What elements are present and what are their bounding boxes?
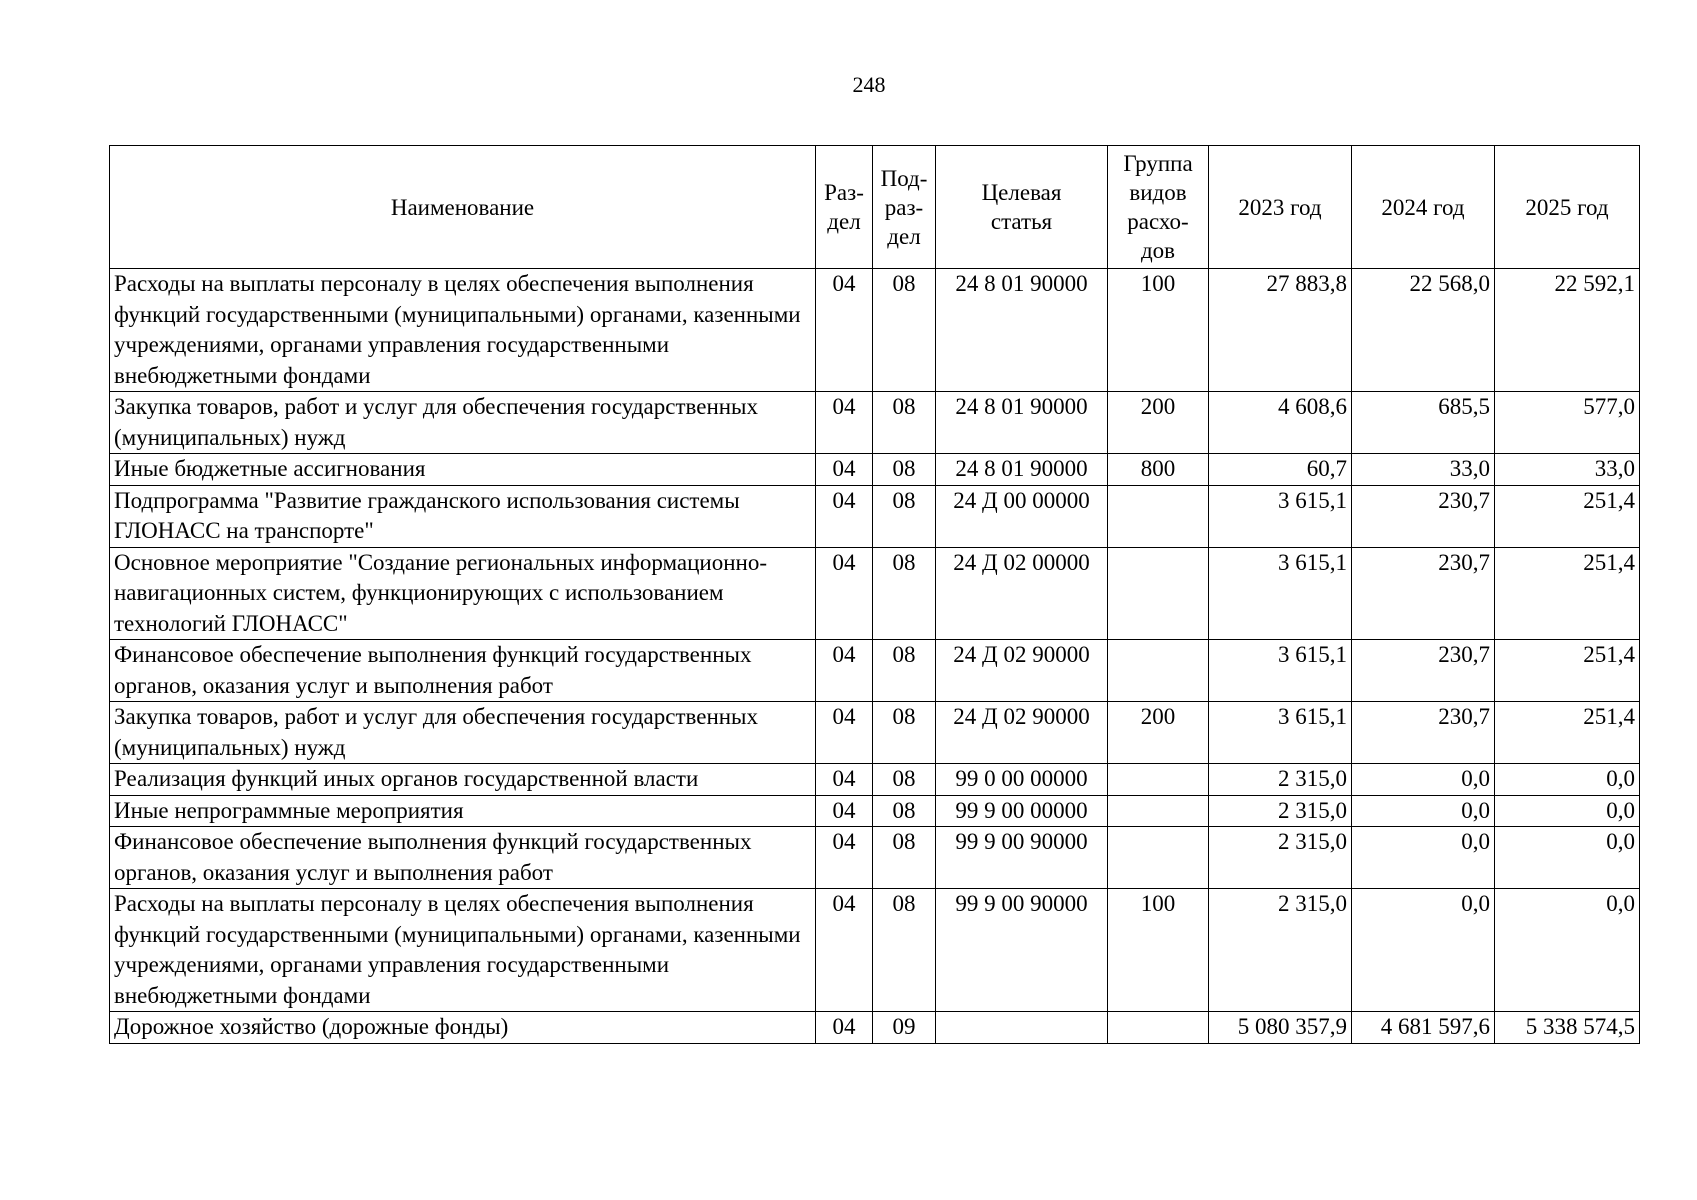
cell-2023: 27 883,8 [1209,269,1352,392]
cell-podrazdel: 08 [873,764,936,796]
cell-2025: 251,4 [1495,640,1640,702]
budget-table [109,145,1640,1044]
cell-target-article: 24 8 01 90000 [936,269,1108,392]
cell-2023: 2 315,0 [1209,764,1352,796]
cell-name: Иные непрограммные мероприятия [110,795,816,827]
cell-2024: 0,0 [1352,827,1495,889]
cell-razdel: 04 [816,392,873,454]
cell-target-article: 99 9 00 90000 [936,827,1108,889]
table-row [110,640,1640,702]
cell-target-article: 99 0 00 00000 [936,764,1108,796]
cell-expense-group: 100 [1108,889,1209,1012]
cell-name: Реализация функций иных органов государственной власти [110,764,816,796]
header-podrazdel: Под- раз- дел [873,146,936,269]
cell-podrazdel: 08 [873,795,936,827]
table-body [110,269,1640,1044]
cell-2023: 60,7 [1209,454,1352,486]
header-expense-group: Группа видов расхо- дов [1108,146,1209,269]
table-row [110,269,1640,392]
cell-name: Закупка товаров, работ и услуг для обеспечения государственных (муниципальных) нужд [110,392,816,454]
cell-2023: 3 615,1 [1209,547,1352,640]
cell-expense-group [1108,1012,1209,1044]
cell-2024: 230,7 [1352,547,1495,640]
cell-expense-group [1108,764,1209,796]
cell-target-article: 99 9 00 90000 [936,889,1108,1012]
header-2025: 2025 год [1495,146,1640,269]
cell-name: Расходы на выплаты персоналу в целях обеспечения выполнения функций государственными (муниципальными) органами, казенными учреждениями, органами управления государственными внебюджетными фондами [110,269,816,392]
cell-expense-group [1108,795,1209,827]
cell-razdel: 04 [816,889,873,1012]
header-2024: 2024 год [1352,146,1495,269]
cell-2024: 230,7 [1352,702,1495,764]
cell-target-article: 24 Д 02 90000 [936,702,1108,764]
cell-target-article: 24 Д 02 00000 [936,547,1108,640]
cell-podrazdel: 08 [873,454,936,486]
cell-podrazdel: 08 [873,392,936,454]
cell-podrazdel: 08 [873,485,936,547]
table-row [110,889,1640,1012]
cell-name: Закупка товаров, работ и услуг для обеспечения государственных (муниципальных) нужд [110,702,816,764]
cell-2025: 5 338 574,5 [1495,1012,1640,1044]
cell-2025: 0,0 [1495,827,1640,889]
cell-target-article [936,1012,1108,1044]
cell-2023: 5 080 357,9 [1209,1012,1352,1044]
cell-podrazdel: 08 [873,702,936,764]
header-row [110,146,1640,269]
cell-2025: 251,4 [1495,485,1640,547]
table-row [110,454,1640,486]
cell-2025: 577,0 [1495,392,1640,454]
cell-razdel: 04 [816,454,873,486]
page-number: 248 [852,72,886,97]
cell-podrazdel: 08 [873,269,936,392]
cell-2025: 0,0 [1495,795,1640,827]
cell-name: Дорожное хозяйство (дорожные фонды) [110,1012,816,1044]
cell-2023: 4 608,6 [1209,392,1352,454]
cell-name: Подпрограмма "Развитие гражданского использования системы ГЛОНАСС на транспорте" [110,485,816,547]
cell-2025: 33,0 [1495,454,1640,486]
cell-expense-group: 800 [1108,454,1209,486]
cell-2023: 2 315,0 [1209,889,1352,1012]
cell-2023: 2 315,0 [1209,827,1352,889]
cell-2025: 251,4 [1495,547,1640,640]
cell-expense-group [1108,827,1209,889]
table-row [110,392,1640,454]
cell-podrazdel: 09 [873,1012,936,1044]
cell-name: Финансовое обеспечение выполнения функций государственных органов, оказания услуг и выполнения работ [110,640,816,702]
cell-2025: 0,0 [1495,889,1640,1012]
cell-razdel: 04 [816,485,873,547]
cell-expense-group [1108,640,1209,702]
cell-2024: 685,5 [1352,392,1495,454]
cell-2024: 0,0 [1352,889,1495,1012]
cell-2024: 22 568,0 [1352,269,1495,392]
cell-2023: 3 615,1 [1209,485,1352,547]
cell-2024: 4 681 597,6 [1352,1012,1495,1044]
cell-expense-group [1108,547,1209,640]
cell-name: Иные бюджетные ассигнования [110,454,816,486]
cell-name: Финансовое обеспечение выполнения функций государственных органов, оказания услуг и выполнения работ [110,827,816,889]
cell-expense-group: 200 [1108,702,1209,764]
cell-expense-group: 100 [1108,269,1209,392]
cell-podrazdel: 08 [873,640,936,702]
cell-razdel: 04 [816,547,873,640]
header-2023: 2023 год [1209,146,1352,269]
cell-name: Основное мероприятие "Создание региональных информационно-навигационных систем, функционирующих с использованием технологий ГЛОНАСС" [110,547,816,640]
header-target-article: Целевая статья [936,146,1108,269]
cell-target-article: 24 Д 02 90000 [936,640,1108,702]
cell-target-article: 99 9 00 00000 [936,795,1108,827]
cell-podrazdel: 08 [873,827,936,889]
cell-expense-group [1108,485,1209,547]
header-name: Наименование [110,146,816,269]
cell-2025: 251,4 [1495,702,1640,764]
cell-target-article: 24 8 01 90000 [936,392,1108,454]
cell-razdel: 04 [816,827,873,889]
cell-name: Расходы на выплаты персоналу в целях обеспечения выполнения функций государственными (муниципальными) органами, казенными учреждениями, органами управления государственными внебюджетными фондами [110,889,816,1012]
cell-2023: 3 615,1 [1209,702,1352,764]
cell-podrazdel: 08 [873,889,936,1012]
header-razdel: Раз- дел [816,146,873,269]
cell-razdel: 04 [816,795,873,827]
table-row [110,1012,1640,1044]
cell-2024: 0,0 [1352,795,1495,827]
cell-target-article: 24 8 01 90000 [936,454,1108,486]
cell-target-article: 24 Д 00 00000 [936,485,1108,547]
cell-razdel: 04 [816,269,873,392]
table-row [110,547,1640,640]
cell-2024: 0,0 [1352,764,1495,796]
cell-razdel: 04 [816,764,873,796]
table-row [110,764,1640,796]
cell-2024: 230,7 [1352,640,1495,702]
table-row [110,702,1640,764]
table-row [110,795,1640,827]
table-row [110,485,1640,547]
cell-2024: 33,0 [1352,454,1495,486]
cell-razdel: 04 [816,640,873,702]
cell-2025: 22 592,1 [1495,269,1640,392]
cell-razdel: 04 [816,702,873,764]
table-row [110,827,1640,889]
cell-2024: 230,7 [1352,485,1495,547]
cell-razdel: 04 [816,1012,873,1044]
cell-podrazdel: 08 [873,547,936,640]
cell-2025: 0,0 [1495,764,1640,796]
cell-2023: 3 615,1 [1209,640,1352,702]
cell-expense-group: 200 [1108,392,1209,454]
cell-2023: 2 315,0 [1209,795,1352,827]
